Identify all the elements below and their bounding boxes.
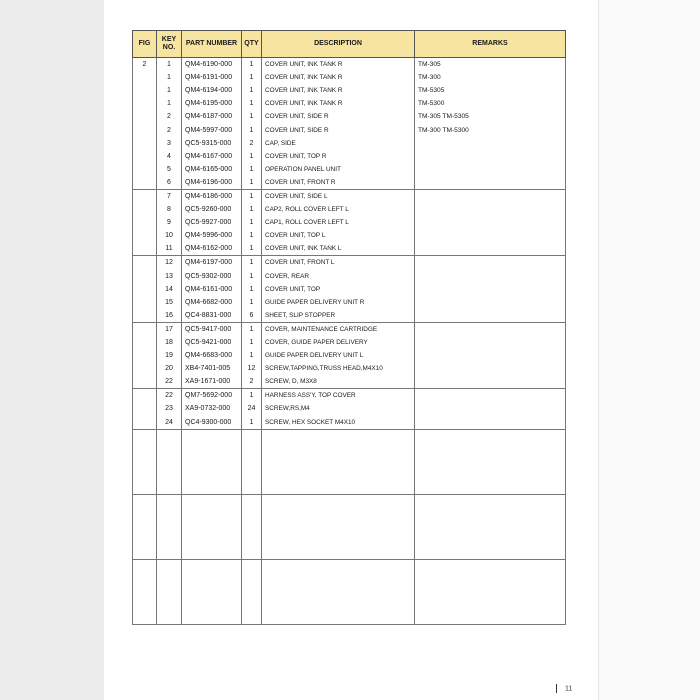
cell-qty: 1 xyxy=(242,349,262,362)
cell-key: 11 xyxy=(157,242,182,256)
cell-rem: TM-5305 xyxy=(415,84,566,97)
cell-rem xyxy=(415,349,566,362)
cell-rem: TM-300 xyxy=(415,71,566,84)
cell-fig xyxy=(133,375,157,389)
cell-desc: SHEET, SLIP STOPPER xyxy=(262,309,415,323)
table-row xyxy=(133,336,566,349)
cell-qty: 2 xyxy=(242,137,262,150)
cell-desc: COVER UNIT, INK TANK R xyxy=(262,84,415,97)
table-row xyxy=(133,283,566,296)
cell-key: 9 xyxy=(157,216,182,229)
table-row xyxy=(133,203,566,216)
cell-part: QM4-6186-000 xyxy=(182,189,242,203)
header-fig: FIG xyxy=(133,31,157,58)
cell-desc: COVER UNIT, SIDE R xyxy=(262,123,415,136)
cell-desc: GUIDE PAPER DELIVERY UNIT L xyxy=(262,349,415,362)
cell-fig xyxy=(133,416,157,430)
empty-row-block xyxy=(133,429,566,494)
cell-fig xyxy=(133,402,157,415)
cell-rem xyxy=(415,203,566,216)
cell-fig xyxy=(133,242,157,256)
cell-desc: HARNESS ASS'Y, TOP COVER xyxy=(262,389,415,403)
cell-part: QC4-9300-000 xyxy=(182,416,242,430)
cell-fig xyxy=(133,123,157,136)
table-row xyxy=(133,123,566,136)
empty-cell xyxy=(133,494,157,559)
cell-part: QM4-6190-000 xyxy=(182,58,242,72)
cell-part: QM4-5996-000 xyxy=(182,229,242,242)
cell-desc: CAP1, ROLL COVER LEFT L xyxy=(262,216,415,229)
cell-part: QM4-6167-000 xyxy=(182,150,242,163)
cell-qty: 1 xyxy=(242,71,262,84)
cell-fig xyxy=(133,110,157,123)
cell-part: QC5-9315-000 xyxy=(182,137,242,150)
cell-desc: COVER, REAR xyxy=(262,270,415,283)
cell-desc: COVER UNIT, TOP L xyxy=(262,229,415,242)
cell-rem xyxy=(415,296,566,309)
page-footer xyxy=(556,684,572,693)
header-qty: QTY xyxy=(242,31,262,58)
table-row xyxy=(133,110,566,123)
header-remarks: REMARKS xyxy=(415,31,566,58)
cell-fig xyxy=(133,137,157,150)
table-row xyxy=(133,389,566,403)
cell-qty: 1 xyxy=(242,203,262,216)
cell-rem: TM-300 TM-5300 xyxy=(415,123,566,136)
header-key-no: KEY NO. xyxy=(157,31,182,58)
table-row xyxy=(133,362,566,375)
cell-part: QC5-9302-000 xyxy=(182,270,242,283)
table-row xyxy=(133,84,566,97)
cell-part: QM4-6165-000 xyxy=(182,163,242,176)
cell-rem xyxy=(415,150,566,163)
empty-cell xyxy=(262,559,415,624)
cell-key: 7 xyxy=(157,189,182,203)
empty-row-block xyxy=(133,494,566,559)
cell-qty: 1 xyxy=(242,176,262,190)
cell-key: 2 xyxy=(157,110,182,123)
cell-qty: 1 xyxy=(242,256,262,270)
cell-desc: GUIDE PAPER DELIVERY UNIT R xyxy=(262,296,415,309)
empty-cell xyxy=(262,429,415,494)
cell-part: QM4-6191-000 xyxy=(182,71,242,84)
cell-part: QM4-6682-000 xyxy=(182,296,242,309)
cell-qty: 1 xyxy=(242,322,262,336)
cell-qty: 1 xyxy=(242,270,262,283)
table-row xyxy=(133,416,566,430)
cell-desc: COVER, MAINTENANCE CARTRIDGE xyxy=(262,322,415,336)
cell-desc: COVER UNIT, FRONT R xyxy=(262,176,415,190)
cell-desc: SCREW,RS,M4 xyxy=(262,402,415,415)
cell-key: 1 xyxy=(157,58,182,72)
cell-rem xyxy=(415,336,566,349)
cell-fig xyxy=(133,256,157,270)
cell-desc: COVER, GUIDE PAPER DELIVERY xyxy=(262,336,415,349)
cell-part: QM4-6197-000 xyxy=(182,256,242,270)
cell-rem xyxy=(415,322,566,336)
table-row xyxy=(133,402,566,415)
cell-desc: CAP2, ROLL COVER LEFT L xyxy=(262,203,415,216)
table-row xyxy=(133,163,566,176)
table-row xyxy=(133,97,566,110)
cell-key: 22 xyxy=(157,375,182,389)
cell-desc: CAP, SIDE xyxy=(262,137,415,150)
cell-rem xyxy=(415,189,566,203)
cell-qty: 12 xyxy=(242,362,262,375)
empty-cell xyxy=(157,429,182,494)
cell-fig xyxy=(133,97,157,110)
cell-fig xyxy=(133,84,157,97)
table-row xyxy=(133,270,566,283)
cell-key: 8 xyxy=(157,203,182,216)
empty-cell xyxy=(182,429,242,494)
cell-rem: TM-5300 xyxy=(415,97,566,110)
cell-key: 20 xyxy=(157,362,182,375)
cell-key: 1 xyxy=(157,97,182,110)
empty-cell xyxy=(242,494,262,559)
cell-fig xyxy=(133,283,157,296)
cell-qty: 1 xyxy=(242,163,262,176)
table-row xyxy=(133,229,566,242)
empty-cell xyxy=(242,429,262,494)
table-row xyxy=(133,216,566,229)
cell-rem xyxy=(415,309,566,323)
cell-key: 22 xyxy=(157,389,182,403)
cell-rem: TM-305 xyxy=(415,58,566,72)
cell-key: 2 xyxy=(157,123,182,136)
table-row xyxy=(133,256,566,270)
cell-desc: SCREW,TAPPING,TRUSS HEAD,M4X10 xyxy=(262,362,415,375)
cell-part: QM4-6683-000 xyxy=(182,349,242,362)
table-row xyxy=(133,150,566,163)
cell-desc: COVER UNIT, INK TANK R xyxy=(262,71,415,84)
cell-qty: 1 xyxy=(242,123,262,136)
cell-key: 13 xyxy=(157,270,182,283)
cell-qty: 6 xyxy=(242,309,262,323)
cell-part: QM4-5997-000 xyxy=(182,123,242,136)
table-row xyxy=(133,322,566,336)
table-row xyxy=(133,58,566,72)
table-row xyxy=(133,349,566,362)
cell-key: 3 xyxy=(157,137,182,150)
cell-part: QC5-9417-000 xyxy=(182,322,242,336)
empty-cell xyxy=(133,559,157,624)
empty-cell xyxy=(182,494,242,559)
cell-rem xyxy=(415,163,566,176)
cell-fig xyxy=(133,296,157,309)
cell-key: 15 xyxy=(157,296,182,309)
cell-qty: 1 xyxy=(242,97,262,110)
cell-fig xyxy=(133,71,157,84)
cell-rem: TM-305 TM-5305 xyxy=(415,110,566,123)
cell-fig xyxy=(133,176,157,190)
table-header xyxy=(133,31,566,58)
cell-part: QM4-6196-000 xyxy=(182,176,242,190)
cell-rem xyxy=(415,402,566,415)
cell-key: 19 xyxy=(157,349,182,362)
cell-qty: 1 xyxy=(242,242,262,256)
cell-fig xyxy=(133,189,157,203)
cell-rem xyxy=(415,375,566,389)
cell-qty: 1 xyxy=(242,283,262,296)
cell-desc: COVER UNIT, INK TANK R xyxy=(262,97,415,110)
cell-rem xyxy=(415,137,566,150)
cell-part: QM4-6195-000 xyxy=(182,97,242,110)
cell-desc: OPERATION PANEL UNIT xyxy=(262,163,415,176)
cell-rem xyxy=(415,283,566,296)
cell-key: 5 xyxy=(157,163,182,176)
cell-key: 6 xyxy=(157,176,182,190)
cell-part: QM4-6194-000 xyxy=(182,84,242,97)
cell-qty: 1 xyxy=(242,296,262,309)
empty-row-block xyxy=(133,559,566,624)
cell-desc: COVER UNIT, SIDE R xyxy=(262,110,415,123)
table-row xyxy=(133,242,566,256)
cell-qty: 1 xyxy=(242,229,262,242)
cell-desc: COVER UNIT, TOP xyxy=(262,283,415,296)
cell-part: XB4-7401-005 xyxy=(182,362,242,375)
cell-key: 1 xyxy=(157,71,182,84)
header-part-number: PART NUMBER xyxy=(182,31,242,58)
cell-fig xyxy=(133,216,157,229)
page-edge xyxy=(598,0,700,700)
cell-rem xyxy=(415,416,566,430)
page-number: 11 xyxy=(565,685,573,693)
cell-rem xyxy=(415,362,566,375)
cell-qty: 1 xyxy=(242,58,262,72)
empty-cell xyxy=(262,494,415,559)
cell-fig xyxy=(133,349,157,362)
empty-cell xyxy=(157,559,182,624)
cell-part: XA9-0732-000 xyxy=(182,402,242,415)
cell-part: QM4-6187-000 xyxy=(182,110,242,123)
table-row xyxy=(133,309,566,323)
cell-fig xyxy=(133,229,157,242)
cell-part: QC5-9421-000 xyxy=(182,336,242,349)
cell-qty: 2 xyxy=(242,375,262,389)
cell-key: 4 xyxy=(157,150,182,163)
cell-desc: COVER UNIT, SIDE L xyxy=(262,189,415,203)
empty-cell xyxy=(415,429,566,494)
cell-qty: 1 xyxy=(242,189,262,203)
cell-desc: SCREW, D, M3X8 xyxy=(262,375,415,389)
cell-rem xyxy=(415,389,566,403)
table-row xyxy=(133,296,566,309)
cell-fig xyxy=(133,336,157,349)
cell-part: QM4-6161-000 xyxy=(182,283,242,296)
cell-part: QC5-9927-000 xyxy=(182,216,242,229)
empty-cell xyxy=(157,494,182,559)
cell-key: 14 xyxy=(157,283,182,296)
cell-rem xyxy=(415,216,566,229)
cell-qty: 1 xyxy=(242,416,262,430)
cell-fig xyxy=(133,362,157,375)
cell-qty: 1 xyxy=(242,216,262,229)
header-description: DESCRIPTION xyxy=(262,31,415,58)
cell-part: QC5-9260-000 xyxy=(182,203,242,216)
table-body xyxy=(133,58,566,625)
empty-cell xyxy=(182,559,242,624)
cell-fig: 2 xyxy=(133,58,157,72)
cell-qty: 1 xyxy=(242,84,262,97)
cell-qty: 1 xyxy=(242,389,262,403)
cell-fig xyxy=(133,163,157,176)
cell-key: 10 xyxy=(157,229,182,242)
cell-key: 18 xyxy=(157,336,182,349)
cell-fig xyxy=(133,322,157,336)
cell-part: QC4-8831-000 xyxy=(182,309,242,323)
cell-rem xyxy=(415,176,566,190)
parts-table xyxy=(132,30,566,625)
cell-desc: COVER UNIT, FRONT L xyxy=(262,256,415,270)
table-row xyxy=(133,176,566,190)
table-row xyxy=(133,375,566,389)
cell-qty: 24 xyxy=(242,402,262,415)
cell-key: 24 xyxy=(157,416,182,430)
table-row xyxy=(133,137,566,150)
cell-fig xyxy=(133,309,157,323)
cell-key: 16 xyxy=(157,309,182,323)
cell-rem xyxy=(415,229,566,242)
cell-qty: 1 xyxy=(242,110,262,123)
cell-part: QM4-6162-000 xyxy=(182,242,242,256)
cell-rem xyxy=(415,270,566,283)
cell-desc: SCREW, HEX SOCKET M4X10 xyxy=(262,416,415,430)
cell-key: 17 xyxy=(157,322,182,336)
cell-fig xyxy=(133,389,157,403)
empty-cell xyxy=(133,429,157,494)
cell-desc: COVER UNIT, INK TANK R xyxy=(262,58,415,72)
cell-key: 23 xyxy=(157,402,182,415)
cell-rem xyxy=(415,242,566,256)
cell-fig xyxy=(133,150,157,163)
cell-fig xyxy=(133,203,157,216)
footer-divider xyxy=(556,684,557,693)
cell-fig xyxy=(133,270,157,283)
cell-part: QM7-5692-000 xyxy=(182,389,242,403)
empty-cell xyxy=(415,494,566,559)
cell-qty: 1 xyxy=(242,150,262,163)
cell-qty: 1 xyxy=(242,336,262,349)
cell-key: 12 xyxy=(157,256,182,270)
cell-rem xyxy=(415,256,566,270)
empty-cell xyxy=(415,559,566,624)
empty-cell xyxy=(242,559,262,624)
table-row xyxy=(133,71,566,84)
cell-key: 1 xyxy=(157,84,182,97)
cell-desc: COVER UNIT, TOP R xyxy=(262,150,415,163)
table-row xyxy=(133,189,566,203)
cell-desc: COVER UNIT, INK TANK L xyxy=(262,242,415,256)
cell-part: XA9-1671-000 xyxy=(182,375,242,389)
